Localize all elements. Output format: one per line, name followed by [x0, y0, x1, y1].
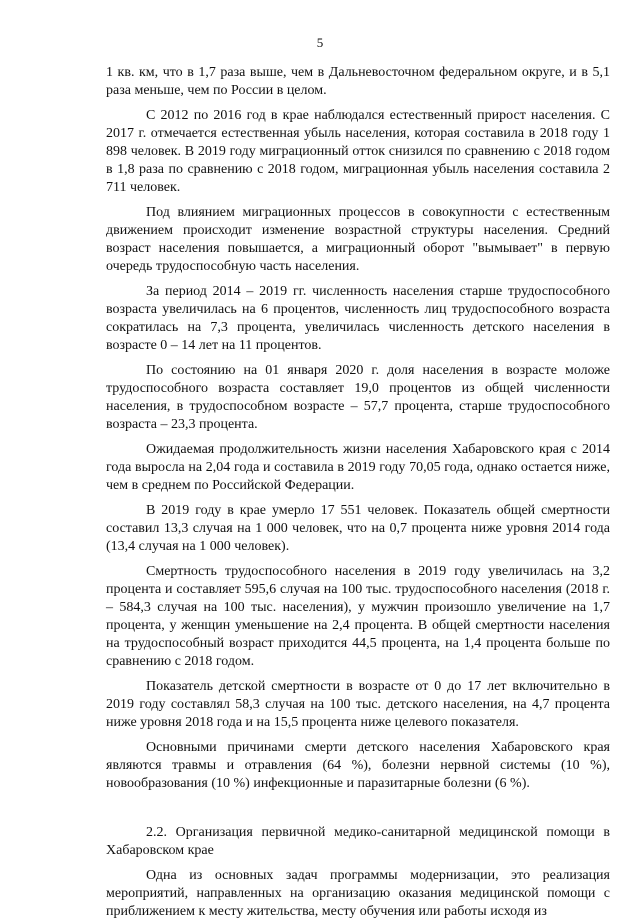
- paragraph: По состоянию на 01 января 2020 г. доля населения в возрасте моложе трудоспособного возраста составляет 19,0 процентов из общей численности населения, в трудоспособном возрасте – 57,7 процента, старше трудоспособного возраста – 23,3 процента.: [106, 363, 610, 432]
- paragraph: Одна из основных задач программы модернизации, это реализация мероприятий, направленных на организацию оказания медицинской помощи с приближением к месту жительства, месту обучения или работы исходя из: [106, 868, 610, 919]
- page-number: 5: [316, 35, 324, 50]
- paragraph: С 2012 по 2016 год в крае наблюдался естественный прирост населения. С 2017 г. отмечается естественная убыль населения, которая составила в 2018 году 1 898 человек. В 2019 году миграционный отток снизился по сравнению с 2018 годом в 1,8 раза по сравнению с 2018 годом, миграционная убыль населения составила 2 711 человек.: [106, 108, 610, 195]
- paragraph: Показатель детской смертности в возрасте от 0 до 17 лет включительно в 2019 году составлял 58,3 случая на 100 тыс. детского населения, на 4,7 процента ниже уровня 2018 года и на 15,5 процента ниже целевого показателя.: [106, 679, 610, 730]
- section-heading: 2.2. Организация первичной медико-санитарной медицинской помощи в Хабаровском крае: [106, 825, 610, 858]
- paragraph: Под влиянием миграционных процессов в совокупности с естественным движением происходит изменение возрастной структуры населения. Средний возраст населения повышается, а миграционный оборот "вымывает" в первую очередь трудоспособную часть населения.: [106, 205, 610, 274]
- paragraph: Смертность трудоспособного населения в 2019 году увеличилась на 3,2 процента и составляет 595,6 случая на 100 тыс. трудоспособного населения (2018 г. – 584,3 случая на 100 тыс. населения), у мужчин произошло увеличение на 1,7 процента, у женщин уменьшение на 2,4 процента. В общей смертности населения на трудоспособный возраст приходится 44,5 процента, на 1,4 процента больше по сравнению с 2018 годом.: [106, 564, 610, 669]
- paragraph: Ожидаемая продолжительность жизни населения Хабаровского края с 2014 года выросла на 2,04 года и составила в 2019 году 70,05 года, однако остается ниже, чем в среднем по Российской Федерации.: [106, 442, 610, 493]
- document-body: [106, 64, 610, 921]
- paragraph: В 2019 году в крае умерло 17 551 человек. Показатель общей смертности составил 13,3 случая на 1 000 человек, что на 0,7 процента ниже уровня 2014 года (13,4 случая на 1 000 человек).: [106, 503, 610, 554]
- paragraph: Основными причинами смерти детского населения Хабаровского края являются травмы и отравления (64 %), болезни нервной системы (10 %), новообразования (10 %) инфекционные и паразитарные болезни (6 %).: [106, 740, 610, 791]
- paragraph: За период 2014 – 2019 гг. численность населения старше трудоспособного возраста увеличилась на 6 процентов, численность лиц трудоспособного возраста сократилась на 7,3 процента, увеличилась численность детского населения в возрасте 0 – 14 лет на 11 процентов.: [106, 284, 610, 353]
- paragraph: 1 кв. км, что в 1,7 раза выше, чем в Дальневосточном федеральном округе, и в 5,1 раза меньше, чем по России в целом.: [106, 65, 610, 98]
